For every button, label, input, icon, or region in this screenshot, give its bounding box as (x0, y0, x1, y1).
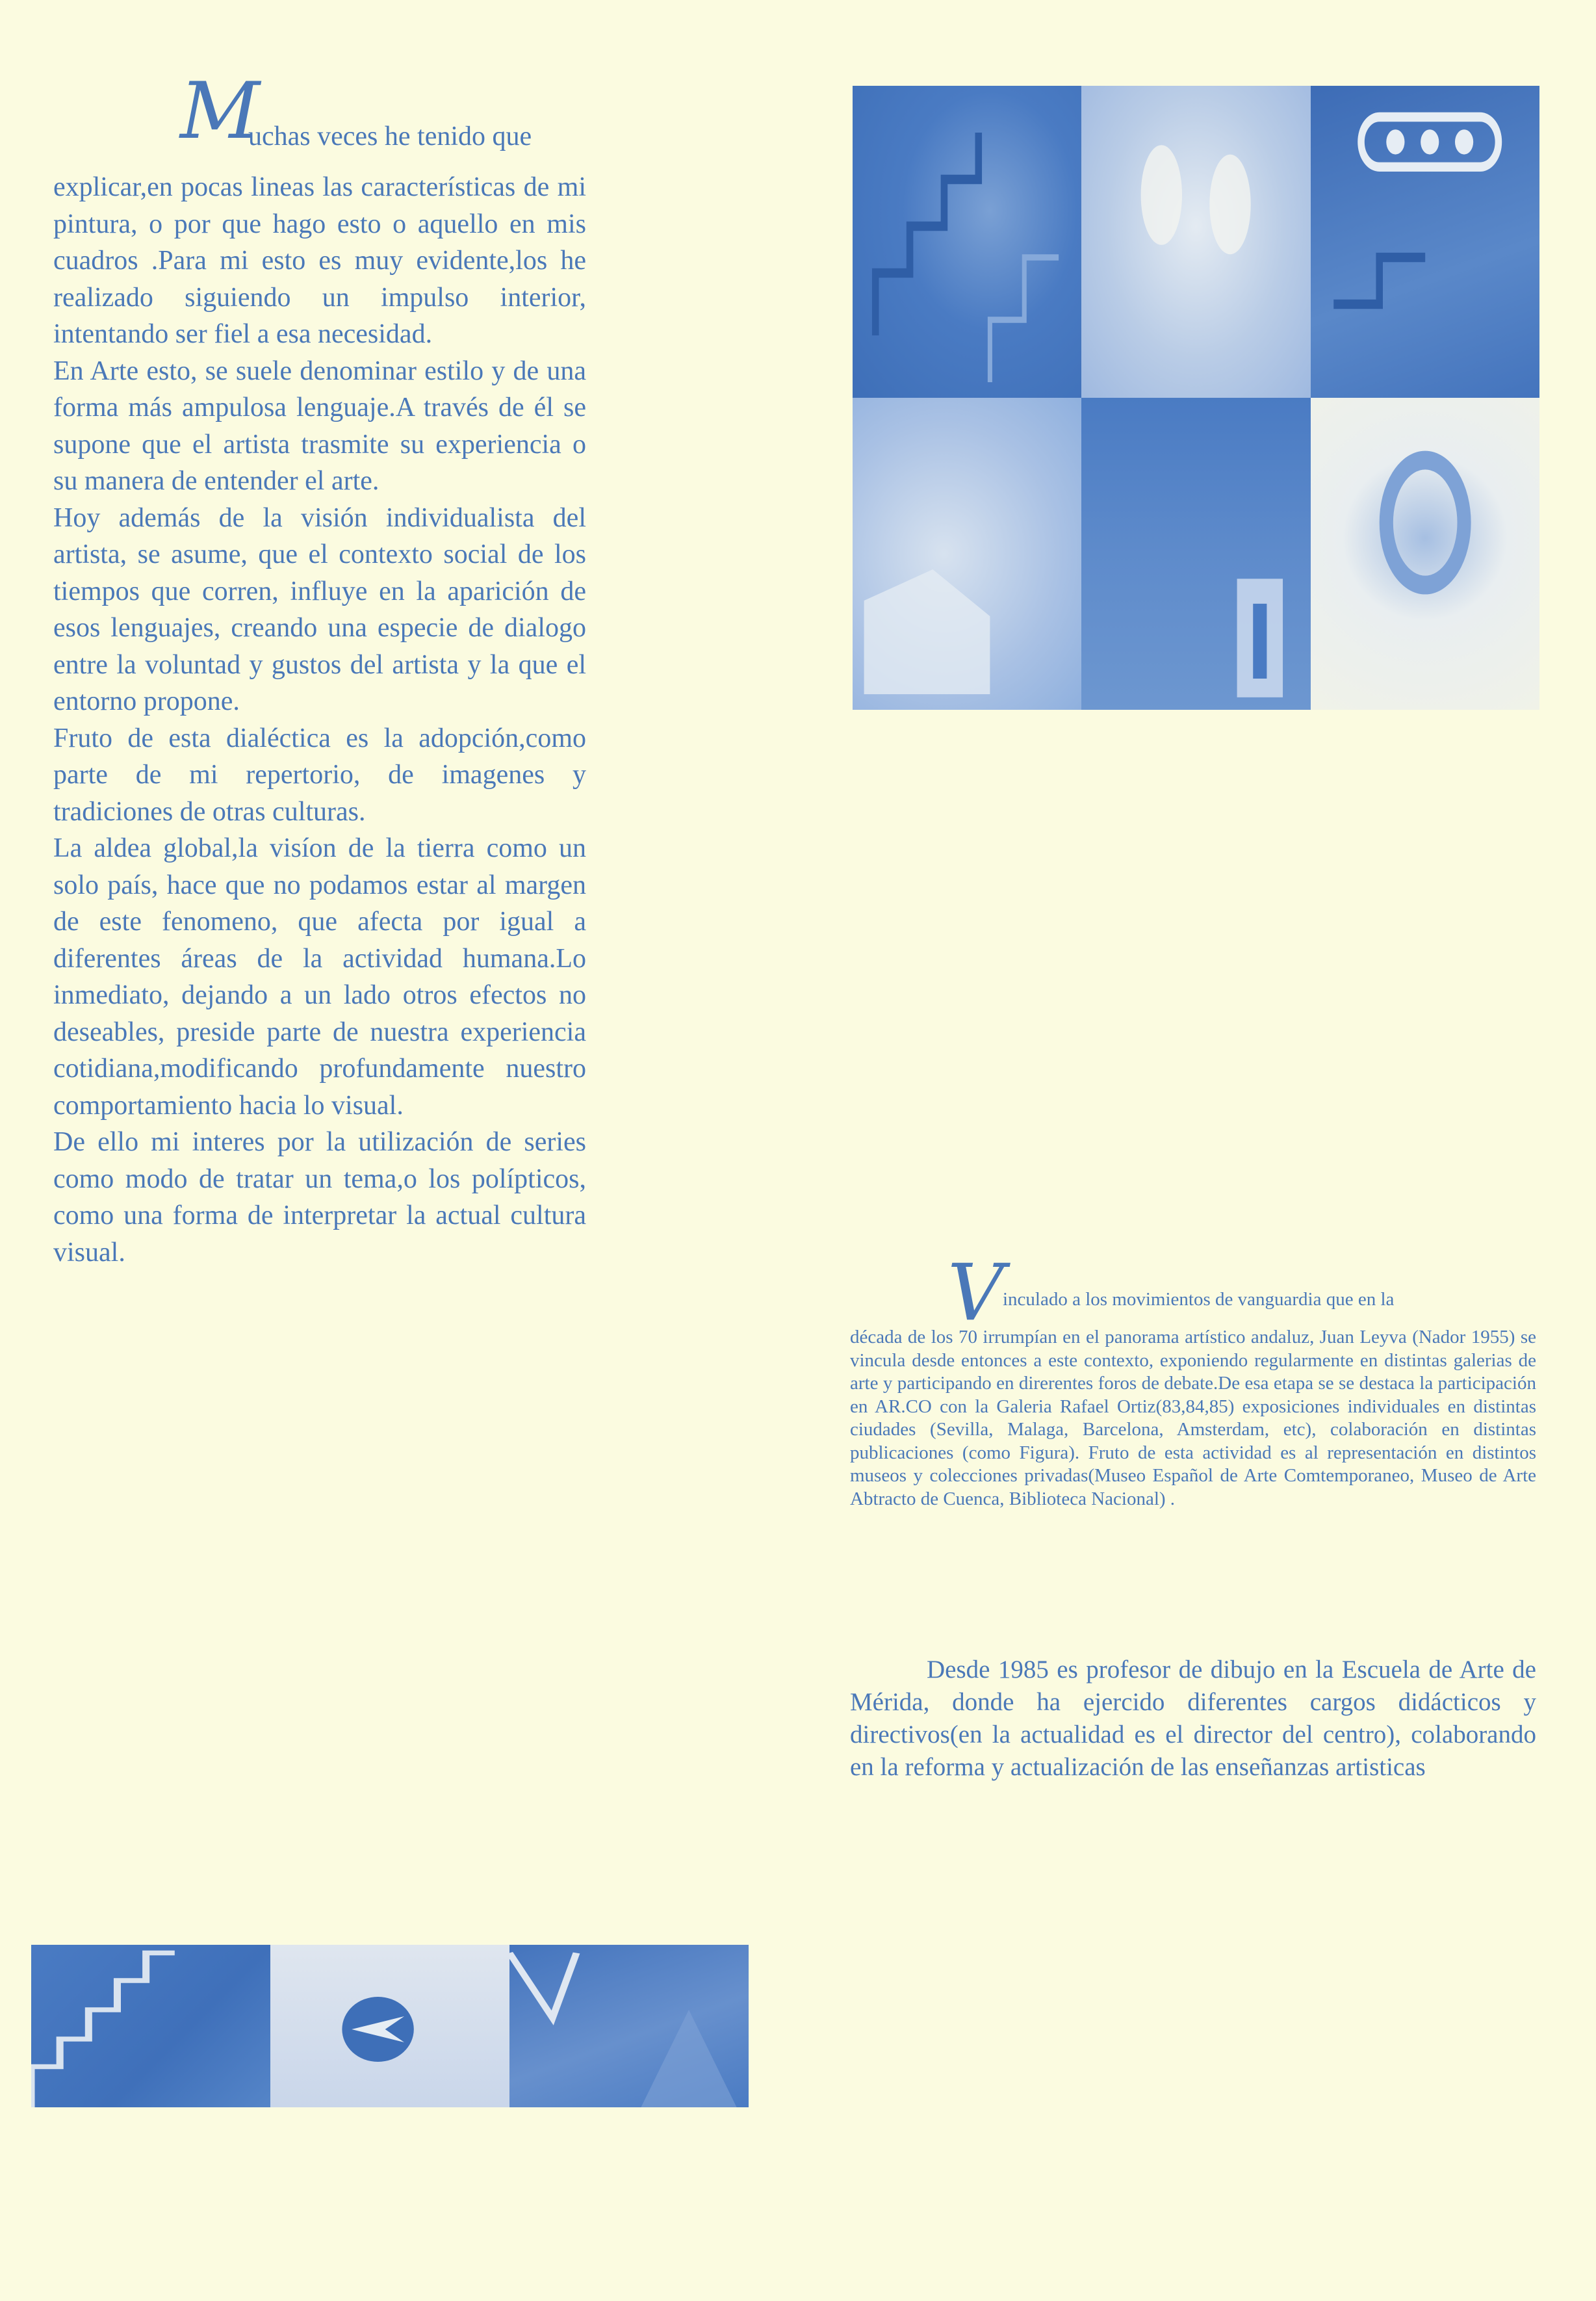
statement-paragraph: De ello mi interes por la utilización de series como modo de tratar un tema,o los polípticos, como una forma de interpretar la actual cultura visual. (53, 1127, 586, 1268)
statement-first-line: uchas veces he tenido que (248, 122, 532, 151)
bio-dropcap: V (947, 1248, 1004, 1338)
artwork-panel-figure (1081, 398, 1310, 710)
statement-paragraph: La aldea global,la visíon de la tierra como un solo país, hace que no podamos estar al margen de este fenomeno, que afecta por igual a diferentes áreas de la actividad humana.Lo inmediato, dejando a un lado otros efectos no deseables, preside parte de nuestra experiencia cotidiana,modificando profundamente nuestro comportamiento hacia lo visual. (53, 833, 586, 1121)
artist-statement (53, 66, 586, 1271)
bio-opening-line (850, 1248, 1536, 1338)
statement-paragraph: En Arte esto, se suele denominar estilo y de una forma más ampulosa lenguaje.A través de él se supone que el artista trasmite su experiencia o su manera de entender el arte. (53, 356, 586, 496)
polyptych-artwork (853, 86, 1539, 710)
bio-second-paragraph: Desde 1985 es profesor de dibujo en la Escuela de Arte de Mérida, donde ha ejercido diferentes cargos didácticos y directivos(en la actualidad es el director del centro), colaborando en la reforma y actualización de las enseñanzas artisticas (850, 1656, 1536, 1781)
bio-first-line: inculado a los movimientos de vanguardia que en la (1003, 1289, 1395, 1310)
statement-paragraph: Fruto de esta dialéctica es la adopción,como parte de mi repertorio, de imagenes y tradiciones de otras culturas. (53, 723, 586, 827)
strip-panel-peaks (509, 1945, 749, 2107)
bio-paragraph: década de los 70 irrumpían en el panorama artístico andaluz, Juan Leyva (Nador 1955) se vincula desde entonces a este contexto, exponiendo regularmente en distintas galerias de arte y participando en direrentes foros de debate.De esa etapa se se destaca la participación en AR.CO con la Galeria Rafael Ortiz(83,84,85) exposiciones individuales en distintas ciudades (Sevilla, Malaga, Barcelona, Amsterdam, etc), colaboración en distintas publicaciones (como Figura). Fruto de esta actividad es al representación en distintos museos y colecciones privadas(Museo Español de Arte Comtemporaneo, Museo de Arte Abtracto de Cuenca, Biblioteca Nacional) . (850, 1327, 1536, 1509)
statement-dropcap: M (180, 66, 260, 157)
strip-panel-stair (31, 1945, 270, 2107)
artwork-panel-beads (1311, 86, 1539, 398)
strip-panel-bird (270, 1945, 509, 2107)
statement-paragraph: explicar,en pocas lineas las características de mi pintura, o por que hago esto o aquello en mis cuadros .Para mi esto es muy evidente,los he realizado siguiendo un impulso interior, intentando ser fiel a esa necesidad. (53, 172, 586, 349)
artwork-panel-stair (853, 86, 1081, 398)
artist-bio (850, 1248, 1536, 1511)
artwork-panel-ring (1311, 398, 1539, 710)
artwork-panel-hands (1081, 86, 1310, 398)
triptych-artwork (31, 1945, 749, 2107)
statement-opening-line (53, 66, 586, 169)
statement-paragraph: Hoy además de la visión individualista del artista, se asume, que el contexto social de los tiempos que corren, influye en la aparición de esos lenguajes, creando una especie de dialogo entre la voluntad y gustos del artista y la que el entorno propone. (53, 502, 586, 716)
artwork-panel-plane (853, 398, 1081, 710)
